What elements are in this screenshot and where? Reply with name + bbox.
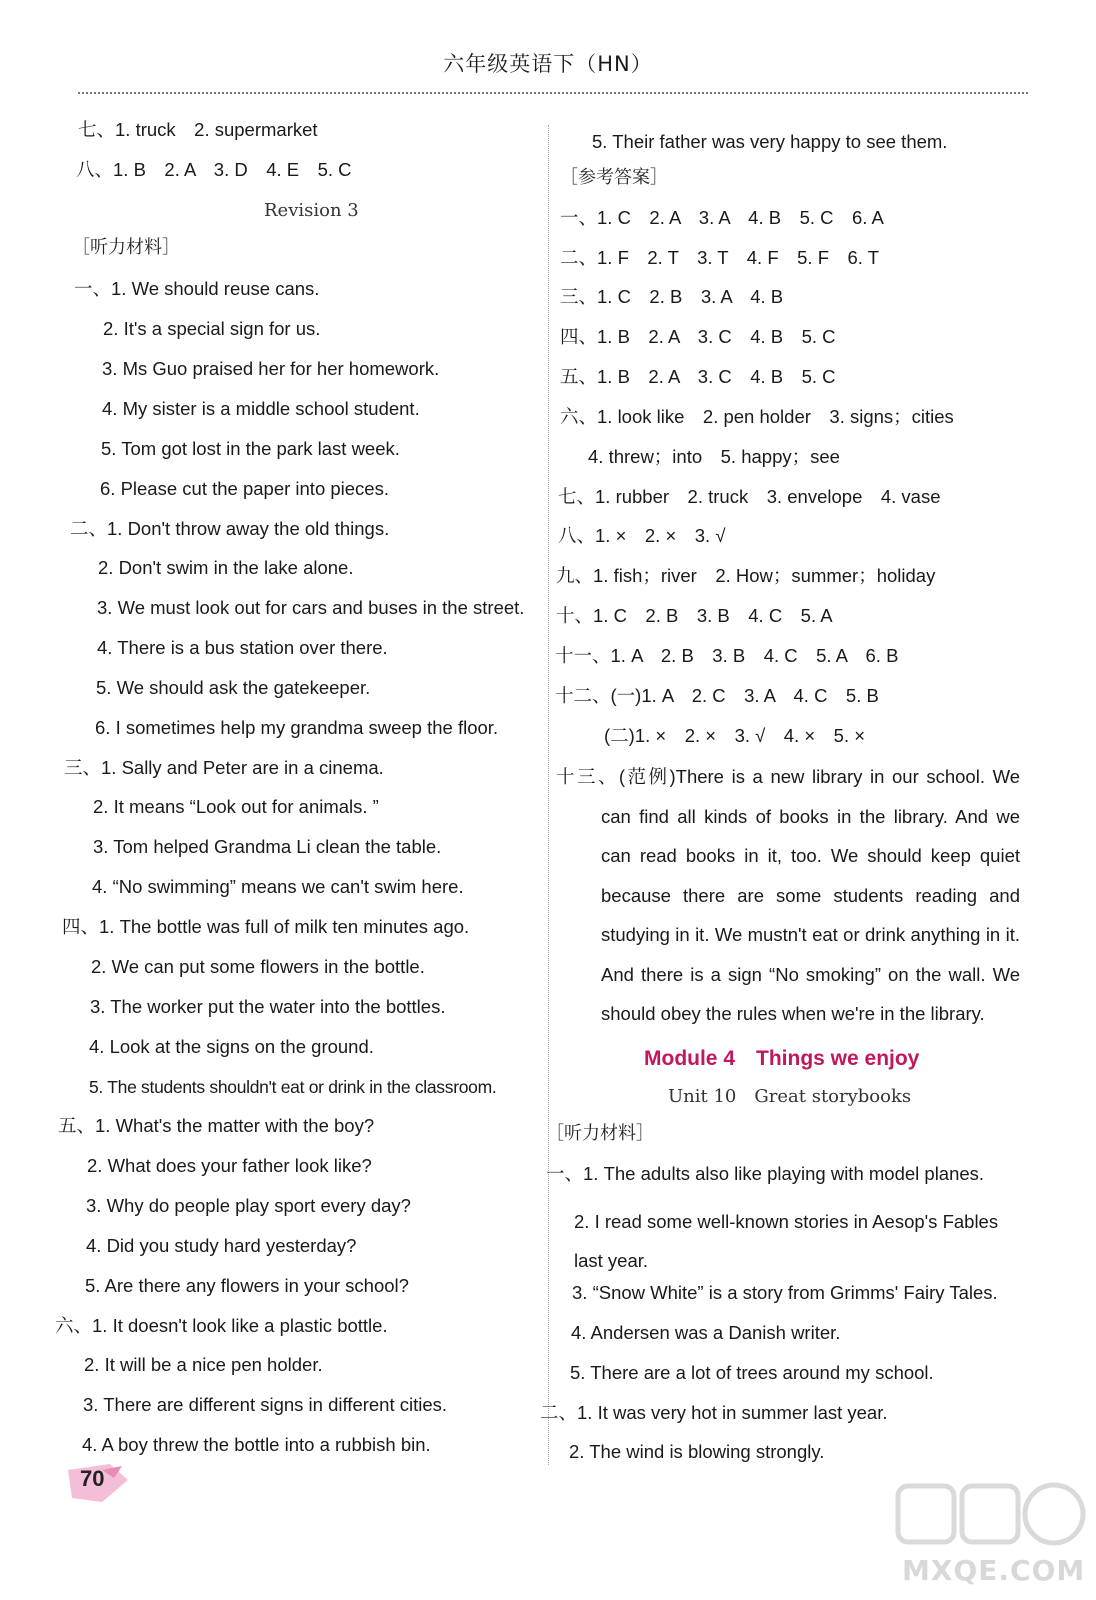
answer-line: 三、1. C 2. B 3. A 4. B [560, 286, 784, 307]
transcript-line: 5. Their father was very happy to see them. [592, 131, 948, 152]
transcript-line: 2. The wind is blowing strongly. [569, 1441, 825, 1462]
transcript-line: 六、1. It doesn't look like a plastic bottle. [55, 1315, 388, 1336]
transcript-line: 2. I read some well-known stories in Aesop's Fables last year. [574, 1211, 999, 1271]
transcript-line: 3. The worker put the water into the bottles. [90, 996, 446, 1017]
transcript-line: 3. “Snow White” is a story from Grimms' Fairy Tales. [572, 1282, 998, 1303]
answer-line: 五、1. B 2. A 3. C 4. B 5. C [560, 366, 836, 387]
answer-line: 十二、(一)1. A 2. C 3. A 4. C 5. B [555, 685, 879, 706]
listening-material-label: ［听力材料］ [546, 1123, 654, 1144]
transcript-line: 3. Ms Guo praised her for her homework. [102, 358, 440, 379]
answer-line: 六、1. look like 2. pen holder 3. signs；cities [560, 406, 954, 427]
answer-line: 八、1. B 2. A 3. D 4. E 5. C [76, 159, 352, 180]
transcript-line: 4. Did you study hard yesterday? [86, 1235, 357, 1256]
transcript-line: 2. It's a special sign for us. [103, 318, 321, 339]
transcript-line: 4. “No swimming” means we can't swim here. [92, 876, 464, 897]
transcript-line: 3. We must look out for cars and buses in the street. [97, 597, 525, 618]
transcript-line: 5. We should ask the gatekeeper. [96, 677, 371, 698]
transcript-line: 2. What does your father look like? [87, 1155, 372, 1176]
answer-line: 四、1. B 2. A 3. C 4. B 5. C [560, 326, 836, 347]
answer-line: 二、1. F 2. T 3. T 4. F 5. F 6. T [560, 247, 880, 268]
transcript-line: 二、1. It was very hot in summer last year. [540, 1402, 888, 1423]
transcript-line: 5. The students shouldn't eat or drink in the classroom. [89, 1077, 497, 1097]
listening-material-label: ［听力材料］ [72, 237, 180, 258]
transcript-line: 4. A boy threw the bottle into a rubbish bin. [82, 1434, 431, 1455]
answer-line: (二)1. × 2. × 3. √ 4. × 5. × [604, 725, 866, 746]
running-header: 六年级英语下（HN） [443, 52, 653, 76]
transcript-line: 2. It means “Look out for animals. ” [93, 796, 379, 817]
transcript-line: 2. We can put some flowers in the bottle. [91, 956, 425, 977]
transcript-line: 6. Please cut the paper into pieces. [100, 478, 389, 499]
transcript-line: 五、1. What's the matter with the boy? [58, 1115, 375, 1136]
answer-line: 九、1. fish；river 2. How；summer；holiday [556, 565, 936, 586]
transcript-line: 4. Look at the signs on the ground. [89, 1036, 374, 1057]
transcript-line: 4. There is a bus station over there. [97, 637, 388, 658]
answer-line: 十、1. C 2. B 3. B 4. C 5. A [556, 605, 833, 626]
transcript-line: 4. Andersen was a Danish writer. [571, 1322, 841, 1343]
page-number: 70 [80, 1466, 105, 1491]
transcript-line: 2. It will be a nice pen holder. [84, 1354, 323, 1375]
transcript-line: 5. Tom got lost in the park last week. [101, 438, 400, 459]
transcript-line: 四、1. The bottle was full of milk ten minutes ago. [62, 916, 470, 937]
module-heading: Module 4 Things we enjoy [644, 1047, 920, 1070]
transcript-line: 二、1. Don't throw away the old things. [70, 518, 390, 539]
header-dotted-rule [78, 92, 1028, 94]
answer-line: 七、1. rubber 2. truck 3. envelope 4. vase [558, 486, 941, 507]
section-heading-revision-3: Revision 3 [264, 200, 359, 221]
transcript-line: 6. I sometimes help my grandma sweep the floor. [95, 717, 499, 738]
answer-line: 七、1. truck 2. supermarket [78, 119, 318, 140]
model-essay [556, 757, 1020, 1034]
unit-heading: Unit 10 Great storybooks [668, 1086, 912, 1107]
transcript-line: 3. There are different signs in different cities. [83, 1394, 448, 1415]
answer-line: 4. threw；into 5. happy；see [588, 446, 840, 467]
reference-answers-label: ［参考答案］ [560, 167, 668, 188]
model-essay-text: 十三、(范例)There is a new library in our school. We can find all kinds of books in the library. And we can read books in it, too. We should keep quiet because there are some students reading and studying in it. We mustn't eat or drink anything in it. And there is a sign “No smoking” on the wall. We should obey the rules when we're in the library. [556, 766, 1020, 1024]
answer-line: 一、1. C 2. A 3. A 4. B 5. C 6. A [560, 207, 884, 228]
transcript-line: 三、1. Sally and Peter are in a cinema. [64, 757, 384, 778]
transcript-line: 3. Tom helped Grandma Li clean the table. [93, 836, 442, 857]
transcript-line: 5. Are there any flowers in your school? [85, 1275, 409, 1296]
transcript-line: 4. My sister is a middle school student. [102, 398, 420, 419]
answer-line: 十一、1. A 2. B 3. B 4. C 5. A 6. B [555, 645, 899, 666]
transcript-line: 一、1. We should reuse cans. [74, 278, 320, 299]
transcript-line: 3. Why do people play sport every day? [86, 1195, 411, 1216]
watermark-site-text: MXQE.COM [902, 1554, 1086, 1587]
answer-line: 八、1. × 2. × 3. √ [558, 525, 726, 546]
transcript-line: 2. Don't swim in the lake alone. [98, 557, 354, 578]
transcript-line: 一、1. The adults also like playing with model planes. [546, 1163, 985, 1184]
column-divider [548, 125, 549, 1465]
transcript-line: 5. There are a lot of trees around my school. [570, 1362, 934, 1383]
